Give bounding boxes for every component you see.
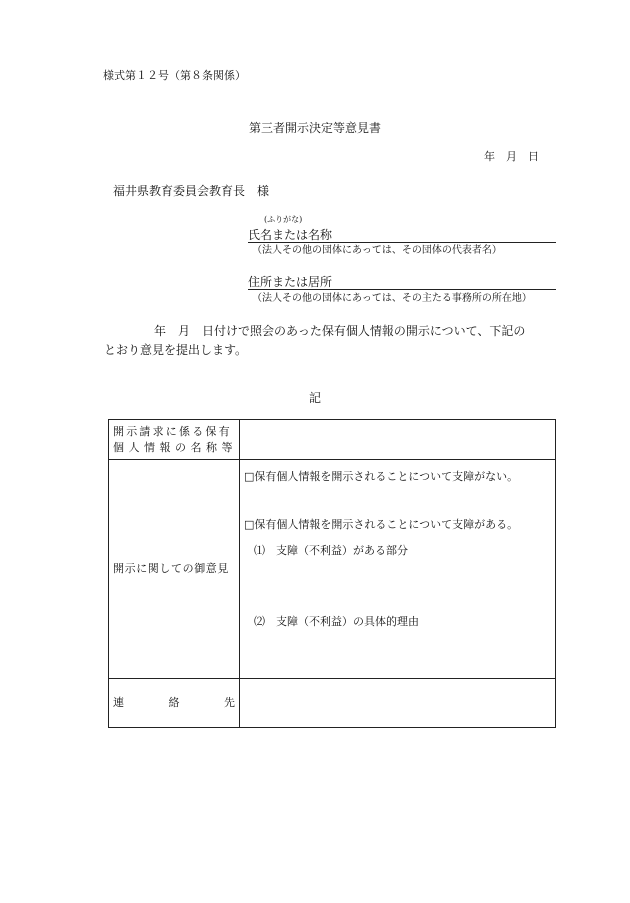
name-note: （法人その他の団体にあっては、その団体の代表者名） (252, 245, 502, 256)
address-label: 住所または居所 (248, 275, 333, 289)
ki-heading: 記 (308, 391, 321, 405)
label-document-name-line2: 個人情報の名称等 (113, 440, 237, 454)
label-document-name-line1: 開示請求に係る保有 (113, 424, 232, 438)
name-label: 氏名または名称 (248, 228, 333, 242)
label-document-name (109, 420, 240, 460)
option-no-issue[interactable]: □保有個人情報を開示されることについて支障がない。 (244, 470, 519, 483)
contact-input[interactable] (240, 679, 556, 728)
label-opinion (109, 460, 240, 679)
table-row-opinion (109, 460, 556, 679)
address-note: （法人その他の団体にあっては、その主たる事務所の所在地） (252, 293, 532, 304)
label-contact-char-3: 先 (224, 696, 235, 709)
label-contact-char-2: 絡 (168, 696, 180, 709)
address-field[interactable] (248, 274, 556, 290)
form-number: 様式第１２号（第８条関係） (103, 69, 246, 82)
document-name-input[interactable] (240, 420, 556, 460)
furigana-label: (ふりがな) (264, 215, 303, 224)
body-line-2: とおり意見を提出します。 (104, 343, 248, 357)
date-line: 年 月 日 (484, 150, 539, 163)
label-contact (109, 679, 240, 728)
addressee: 福井県教育委員会教育長 様 (113, 184, 270, 198)
opinion-cell (240, 460, 556, 679)
opinion-table (108, 419, 556, 728)
label-contact-char-1: 連 (113, 696, 124, 709)
table-row-contact (109, 679, 556, 728)
document-title: 第三者開示決定等意見書 (248, 121, 381, 135)
label-opinion-text: 開示に関しての御意見 (113, 562, 229, 575)
table-row-document-name (109, 420, 556, 460)
option-issue[interactable]: □保有個人情報を開示されることについて支障がある。 (244, 518, 519, 531)
name-field[interactable] (248, 227, 556, 243)
sub-item-affected-part: ⑴ 支障（不利益）がある部分 (254, 544, 408, 557)
sub-item-specific-reason: ⑵ 支障（不利益）の具体的理由 (254, 615, 419, 628)
body-line-1: 年 月 日付けで照会のあった保有個人情報の開示について、下記の (154, 324, 526, 338)
